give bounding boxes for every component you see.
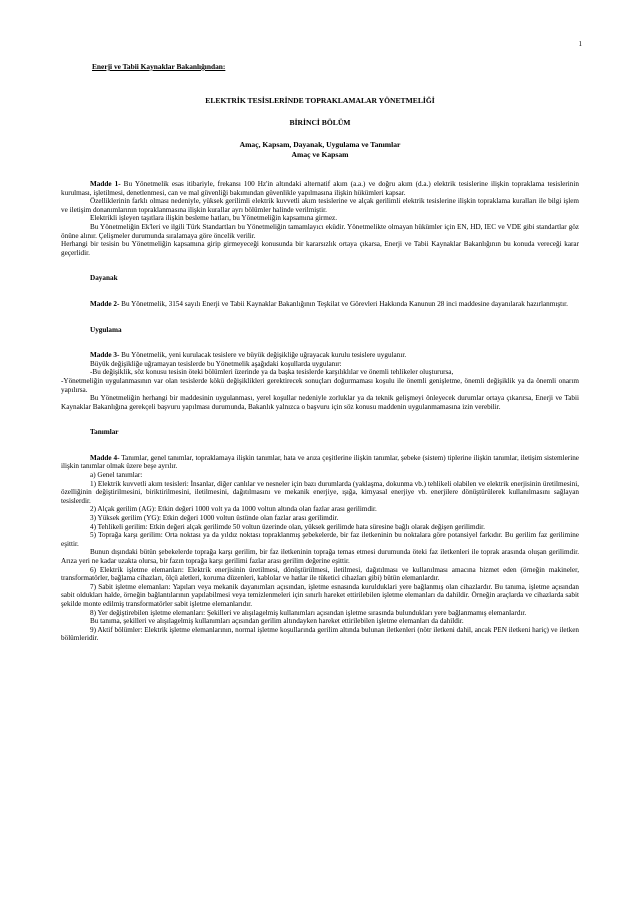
list-item: Bunun dışındaki bütün şebekelerde toprağa karşı gerilim, bir faz iletkeninin toprağa temas etmesi durumunda öteki faz iletkenleri ile toprak arasında oluşan gerilimdir. Arıza yeri ne kadar uzakta olursa, bir fazın toprağa karşı gerilimi fazlar arası gerilim değerine eşittir. (61, 548, 579, 565)
article-label: Madde 3- (90, 351, 120, 360)
list-item: 8) Yer değiştirebilen işletme elemanları: Şekilleri ve alışılagelmiş kullanımları açısından işletme sırasında bulundukları yere bağlanmamış elemanlardır. (90, 608, 527, 617)
part-heading: BİRİNCİ BÖLÜM (289, 118, 351, 127)
list-item: 5) Toprağa karşı gerilim: Orta noktası ya da yıldız noktası topraklanmış şebekelerde, bir faz iletkeninin bu noktalara göre potansiyel farkıdır. Bu gerilim faz gerilimine eşittir. (61, 531, 579, 548)
paragraph: Bu Yönetmeliğin Ek'leri ve ilgili Türk Standartları bu Yönetmeliğin tamamlayıcı eküdir. Yönetmelikte olmayan hükümler için EN, HD, IEC ve VDE gibi standartlar göz önüne alınır. Çelişmeler durumunda sıralamaya göre öncelik verilir. (61, 222, 579, 240)
list-item: 7) Sabit işletme elemanları: Yapıları veya mekanik dayanımları açısından, işletme esnasında kurulduklari yere bağlanmış olan cihazlardır. Bu tanıma, işletme açısından sabit oldukları halde, örneğin bağlantılarının yapılabilmesi veya temizlenmeleri için sınırlı hareket ettirilebilen işletme elemanları da dahildir. Örneğin araçlarda ve cihazlarda sabit şekilde monte edilmiş transformatörler sabit işletme elemanlarıdır. (61, 582, 579, 608)
list-item: 3) Yüksek gerilim (YG): Etkin değeri 1000 voltun üstünde olan fazlar arası gerilimdir. (90, 514, 339, 523)
section-heading-dayanak: Dayanak (90, 274, 118, 283)
paragraph: Herhangi bir tesisin bu Yönetmeliğin kapsamına girip girmeyeceği konusunda bir kararsızlık ortaya çıkarsa, Enerji ve Tabii Kaynaklar Bakanlığının bu konuda vereceği karar geçerlidir. (61, 240, 579, 257)
paragraph-text: Bu Yönetmelik, yeni kurulacak tesislere ve büyük değişikliğe uğrayacak kurulu tesislere uygulanır. (119, 351, 407, 360)
ministry-heading: Enerji ve Tabii Kaynaklar Bakanlığından: (92, 62, 226, 71)
list-item: Bu tanıma, şekilleri ve alışılagelmiş kullanımları açısından gerilim altındayken hareket ettirilebilen işletme elemanları da dahildir. (90, 617, 464, 626)
section-heading-tanimlar: Tanımlar (90, 428, 119, 437)
section-heading-uygulama: Uygulama (90, 325, 122, 334)
paragraph: -Yönetmeliğin uygulanmasının var olan tesislerde kökü değişiklikleri gerektirecek sonuçları doğurmaması koşulu ile önemli genişletme, önemli değişiklik ya da önemli onarım yapılırsa. (61, 376, 579, 394)
document-title: ELEKTRİK TESİSLERİNDE TOPRAKLAMALAR YÖNETMELİĞİ (205, 96, 435, 105)
article-2 (61, 300, 579, 309)
list-heading: a) Genel tanımlar: (90, 471, 143, 480)
article-label: Madde 2- (90, 299, 120, 308)
paragraph-text: Bu Yönetmelik esas itibariyle, frekansı 100 Hz'in altındaki alternatif akım (a.a.) ve doğru akım (d.a.) elektrik tesislerine ilişkin topraklama tesislerinin kurulması, işletilmesi, denetlenmesi, can ve mal güvenliği bakımından güvenlikle yapılmasına ilişkin hükümleri kapsar. (61, 180, 579, 197)
paragraph-text: Bu Yönetmelik, 3154 sayılı Enerji ve Tabii Kaynaklar Bakanlığının Teşkilat ve Görevleri Hakkında Kanunun 28 inci maddesine dayanılarak hazırlanmıştır. (119, 299, 568, 308)
document-body (61, 180, 579, 643)
list-item: 2) Alçak gerilim (AG): Etkin değeri 1000 volt ya da 1000 voltun altında olan fazlar arası gerilimdir. (90, 505, 377, 514)
list-item: 9) Aktif bölümler: Elektrik işletme elemanlarının, normal işletme koşullarında gerilim altında bulunan iletkenleri (nötr iletkeni dahil, ancak PEN iletkeni hariç) ve iletken bölümleridir. (61, 625, 579, 643)
list-item: 4) Tehlikeli gerilim: Etkin değeri alçak gerilimde 50 voltun üzerinde olan, yüksek gerilimde hata süresine bağlı olarak değişen gerilimdir. (90, 522, 485, 531)
paragraph: -Bu değişiklik, söz konusu tesisin öteki bölümleri üzerinde ya da başka tesislerde karşılıklılar ve önemli tehlikeler oluşturursa, (90, 368, 454, 377)
list-item: 1) Elektrik kuvvetli akım tesisleri: İnsanlar, diğer canlılar ve nesneler için bazı durumlarda (yaklaşma, dokunma vb.) tehlikeli olabilen ve elektrik enerjisinin üretilmesini, özelliğinin değiştirilmesini, biriktirilmesini, iletilmesini, dağıtılmasını ve mekanik enerjiye, ışığa, kimyasal enerjiye vb. enerjilere dönüştürülerek kullanılmasını sağlayan tesislerdir. (61, 479, 579, 505)
page-number: 1 (578, 40, 582, 48)
paragraph: Özelliklerinin farklı olması nedeniyle, yüksek gerilimli elektrik kuvvetli akım tesislerine ve alçak gerilimli elektrik tesislerine ilişkin topraklama kuralları ile bilgi işlem ve iletişim donanımlarının topraklanmasına ilişkin kurallar ayrı bölümler halinde verilmiştir. (61, 197, 579, 214)
paragraph: Bu Yönetmeliğin herhangi bir maddesinin uygulanması, yerel koşullar nedeniyle zorluklar ya da teknik gelişmeyi önleyecek durumlar ortaya çıkarırsa, Enerji ve Tabii Kaynaklar Bakanlığına gerekçeli başvuru yapılması durumunda, Bakanlık yalnızca o başvuru için söz konusu maddenin uygulanmamasına izin verebilir. (61, 394, 579, 411)
part-subtitle: Amaç, Kapsam, Dayanak, Uygulama ve Tanımlar (239, 140, 401, 149)
article-4 (61, 454, 579, 471)
paragraph: Büyük değişikliğe uğramayan tesislerde bu Yönetmelik aşağıdaki koşullarda uygulanır: (90, 359, 342, 368)
article-label: Madde 1- (90, 180, 121, 188)
article-1 (61, 180, 579, 197)
list-item: 6) Elektrik işletme elemanları: Elektrik enerjisinin üretilmesi, dönüştürülmesi, iletilmesi, dağıtılması ve kullanılması amacına hizmet eden (örneğin makineler, transformatörler, bağlama cihazları, ölçü aletleri, koruma düzenleri, kablolar ve hatlar ile tüketici cihazları gibi) bütün elemanlardır. (61, 565, 579, 583)
paragraph-text: Tanımlar, genel tanımlar, topraklamaya ilişkin tanımlar, hata ve arıza çeşitlerine ilişkin tanımlar, şebeke (sistem) tiplerine ilişkin tanımlar, iletişim sistemlerine ilişkin tanımlar olmak üzere beşe ayrılır. (61, 453, 579, 471)
article-3 (61, 351, 579, 360)
article-label: Madde 4- (90, 453, 120, 462)
paragraph: Elektrikli işleyen taşıtlara ilişkin besleme hatları, bu Yönetmeliğin kapsamına girmez. (90, 214, 338, 223)
amac-heading: Amaç ve Kapsam (291, 150, 349, 159)
